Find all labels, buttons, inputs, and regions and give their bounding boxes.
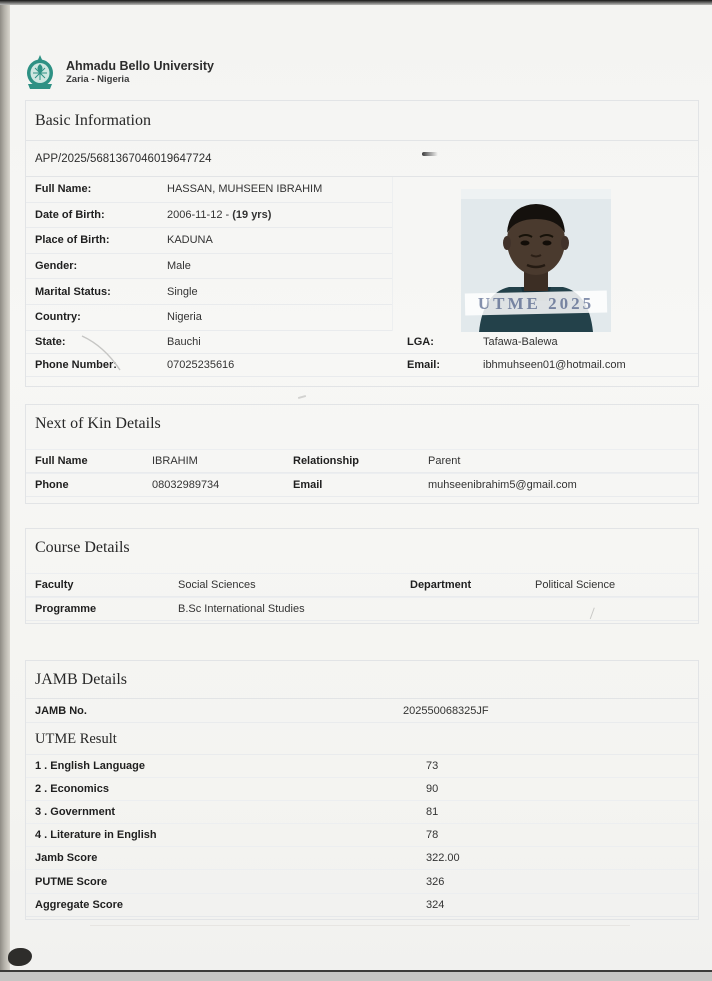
score-value: 322.00 [426, 852, 460, 865]
field-value: B.Sc International Studies [178, 603, 305, 615]
field-label: Programme [35, 603, 97, 615]
table-row [26, 870, 698, 893]
subject-label: 2 . Economics [35, 783, 109, 796]
scanner-edge-bottom [0, 970, 712, 981]
table-row [26, 473, 698, 497]
field-label: Faculty [35, 579, 74, 591]
field-value: Political Science [535, 579, 616, 591]
score-value: 324 [426, 898, 445, 911]
field-label: Full Name: [35, 183, 92, 196]
table-row [26, 894, 698, 917]
field-value: 07025235616 [167, 358, 235, 371]
subject-score: 78 [426, 829, 439, 842]
scan-speck-artifact [298, 395, 306, 399]
table-row [26, 778, 698, 801]
photo-watermark: UTME 2025 [477, 294, 595, 313]
next-of-kin-table [26, 449, 698, 497]
field-label: Full Name [35, 455, 88, 467]
field-label: Country: [35, 311, 81, 324]
subject-score: 90 [426, 783, 439, 796]
field-value: Social Sciences [178, 579, 256, 591]
table-row [26, 573, 698, 597]
field-label: Relationship [293, 455, 360, 467]
score-value: 326 [426, 875, 445, 888]
table-row [26, 847, 698, 870]
field-value: Male [167, 260, 191, 273]
course-details-title: Course Details [35, 539, 130, 556]
score-label: Jamb Score [35, 852, 98, 865]
field-value: HASSAN, MUHSEEN IBRAHIM [167, 183, 323, 196]
table-row [26, 354, 698, 377]
field-label: LGA: [407, 335, 434, 348]
subject-score: 81 [426, 806, 439, 819]
table-row [26, 279, 392, 305]
field-value: Bauchi [167, 335, 201, 348]
jamb-details-title: JAMB Details [35, 670, 127, 688]
field-label: Email: [407, 358, 441, 371]
table-row [26, 177, 392, 203]
basic-information-section [25, 100, 699, 387]
field-value: Tafawa-Balewa [483, 335, 558, 348]
field-value: 202550068325JF [403, 704, 489, 717]
table-row [26, 254, 392, 280]
subject-label: 1 . English Language [35, 760, 146, 773]
scanner-edge-left [0, 0, 10, 979]
field-value: Parent [428, 455, 461, 467]
subject-score: 73 [426, 760, 439, 773]
university-location: Zaria - Nigeria [66, 74, 130, 85]
field-label: State: [35, 335, 66, 348]
table-row [26, 449, 698, 473]
field-value: 08032989734 [152, 479, 220, 491]
table-row [26, 305, 392, 331]
field-value: muhseenibrahim5@gmail.com [428, 479, 577, 491]
utme-result-title: UTME Result [35, 731, 117, 747]
score-label: Aggregate Score [35, 898, 124, 911]
subject-label: 3 . Government [35, 806, 116, 819]
applicant-photo [461, 189, 611, 332]
table-row [26, 755, 698, 778]
basic-info-table [26, 177, 393, 331]
table-row [26, 203, 392, 229]
field-label: Phone [35, 479, 69, 491]
scan-line-artifact [90, 925, 630, 926]
field-label: Marital Status: [35, 285, 111, 298]
subject-label: 4 . Literature in English [35, 829, 157, 842]
field-label: Place of Birth: [35, 234, 110, 247]
course-details-table [26, 573, 698, 621]
field-value: 2006-11-12 - (19 yrs) [167, 208, 272, 221]
field-value: Single [167, 285, 198, 298]
table-row [26, 824, 698, 847]
field-label: Gender: [35, 260, 78, 273]
university-name: Ahmadu Bello University [66, 59, 214, 73]
field-value: ibhmuhseen01@hotmail.com [483, 358, 626, 371]
scanner-edge-top [0, 0, 712, 5]
course-details-section [25, 528, 699, 624]
table-row [26, 801, 698, 824]
field-label: Date of Birth: [35, 208, 105, 221]
scanned-page [10, 4, 712, 971]
basic-information-title: Basic Information [35, 111, 151, 129]
field-value: Nigeria [167, 311, 202, 324]
application-number: APP/2025/5681367046019647724 [26, 141, 698, 177]
table-row [26, 331, 698, 354]
score-label: PUTME Score [35, 875, 108, 888]
field-label: Phone Number: [35, 358, 117, 371]
field-value: KADUNA [167, 234, 213, 247]
next-of-kin-title: Next of Kin Details [35, 415, 161, 432]
university-header [24, 52, 214, 92]
next-of-kin-section [25, 404, 699, 504]
table-row [26, 597, 698, 621]
field-value: IBRAHIM [152, 455, 198, 467]
field-label: JAMB No. [35, 704, 87, 717]
jamb-details-section [25, 660, 699, 920]
field-label: Department [410, 579, 472, 591]
university-logo-icon [24, 54, 56, 90]
utme-result-table [26, 755, 698, 917]
field-label: Email [293, 479, 323, 491]
table-row [26, 228, 392, 254]
table-row [26, 699, 698, 723]
